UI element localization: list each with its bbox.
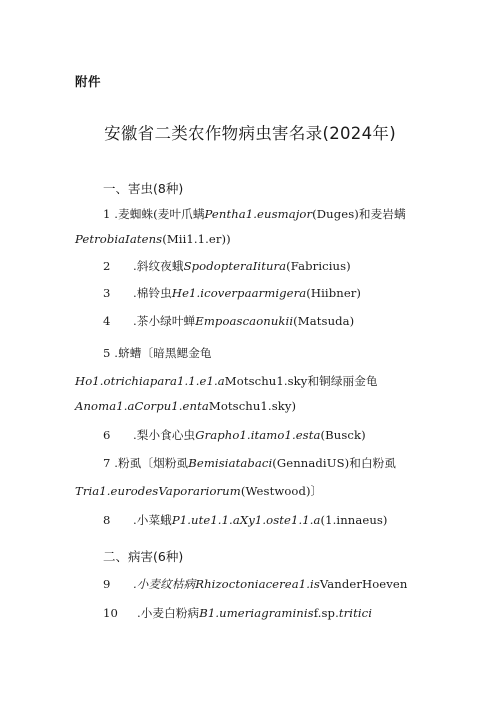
item-number: 8 xyxy=(103,513,111,527)
item-name-latin: P1.ute1.1.aXy1.oste1.1.a xyxy=(171,513,321,527)
item-name-latin: Bemisiatabaci xyxy=(188,456,273,470)
list-item xyxy=(103,576,407,592)
item-name-cn: .梨小食心虫 xyxy=(133,428,196,442)
item-name-latin: Grapho1.itamo1.esta xyxy=(195,428,321,442)
item-name-cn: .棉铃虫 xyxy=(133,286,172,300)
attachment-label: 附件 xyxy=(75,74,102,89)
item-author: (Duges)和麦岩螨 xyxy=(312,207,406,221)
item-author: (Mii1.1.er)) xyxy=(162,232,231,246)
item-number: 9 xyxy=(103,577,111,591)
list-item xyxy=(103,313,354,329)
item-name-latin: He1.icoverpaarmigera xyxy=(171,286,307,300)
item-number: 2 xyxy=(103,259,111,273)
list-item-continuation xyxy=(75,232,231,246)
list-item-continuation xyxy=(75,399,296,413)
item-name-cn: .小菜蛾 xyxy=(133,513,172,527)
item-name-latin: SpodopteraIitura xyxy=(183,259,287,273)
item-name-cn: .粉虱〔烟粉虱 xyxy=(114,456,189,470)
item-name-latin: Anoma1.aCorpu1.enta xyxy=(75,399,209,413)
item-author: (GennadiUS)和白粉虱 xyxy=(272,456,397,470)
section-heading-pests: 一、害虫(8种) xyxy=(103,181,184,196)
item-name-cn: .斜纹夜蛾 xyxy=(133,259,184,273)
item-author: (1.innaeus) xyxy=(320,513,388,527)
list-item xyxy=(103,345,212,361)
list-item xyxy=(103,258,351,274)
item-author: Motschu1.sky和铜绿丽金龟 xyxy=(224,374,378,388)
list-item xyxy=(103,427,366,443)
item-name-cn: .茶小绿叶蝉 xyxy=(133,314,196,328)
item-number: 6 xyxy=(103,428,111,442)
item-author: (Fabricius) xyxy=(286,259,351,273)
item-name-latin: Ho1.otrichiapara1.1.e1.a xyxy=(75,374,225,388)
item-name-cn: .小麦白粉病 xyxy=(137,606,200,620)
item-forma: f.sp. xyxy=(313,606,339,620)
item-author: (Westwood)〕 xyxy=(240,484,323,498)
item-name-latin: Rhizoctoniacerea1.is xyxy=(195,577,320,591)
list-item-continuation xyxy=(75,483,322,499)
item-name-latin: PetrobiaIatens xyxy=(75,232,163,246)
item-number: 3 xyxy=(103,286,111,300)
page-title: 安徽省二类农作物病虫害名录(2024年) xyxy=(104,124,396,143)
item-number: 7 xyxy=(103,456,111,470)
list-item xyxy=(103,285,361,301)
item-name-latin: Pentha1.eusmajor xyxy=(204,207,313,221)
item-name-latin: Empoascaonukii xyxy=(195,314,294,328)
item-name-cn: .小麦纹枯病 xyxy=(133,577,196,591)
item-number: 5 xyxy=(103,346,111,360)
item-number: 1 xyxy=(103,207,111,221)
item-name-latin-forma: tritici xyxy=(338,606,373,620)
item-author: (Hiibner) xyxy=(306,286,362,300)
item-number: 10 xyxy=(103,606,118,620)
item-number: 4 xyxy=(103,314,111,328)
item-name-cn: .麦蜘蛛(麦叶爪螨 xyxy=(114,207,205,221)
item-author: (Matsuda) xyxy=(293,314,355,328)
list-item-continuation xyxy=(75,373,378,389)
list-item xyxy=(103,455,396,471)
list-item xyxy=(103,206,406,222)
item-name-latin: B1.umeriagraminis xyxy=(199,606,314,620)
list-item xyxy=(103,512,388,528)
item-name-latin: Tria1.eurodesVaporariorum xyxy=(75,484,241,498)
item-author: Motschu1.sky) xyxy=(208,399,297,413)
item-author: VanderHoeven xyxy=(319,577,408,591)
list-item xyxy=(103,605,372,621)
section-heading-diseases: 二、病害(6种) xyxy=(103,549,184,564)
item-author: (Busck) xyxy=(320,428,366,442)
item-name-cn: .蛴螬〔暗黑鳃金龟 xyxy=(114,346,212,360)
